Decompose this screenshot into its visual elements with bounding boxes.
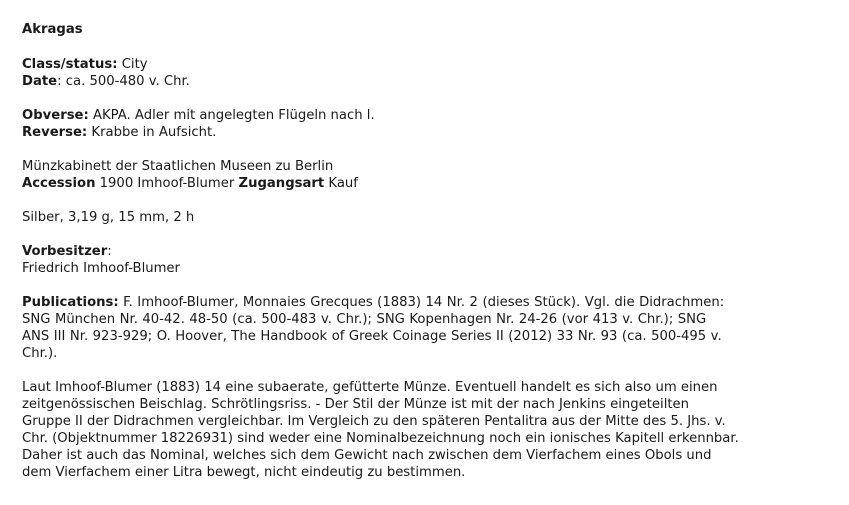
vorbesitzer-value: Friedrich Imhoof-Blumer xyxy=(22,261,180,276)
publications-line: SNG München Nr. 40-42. 48-50 (ca. 500-483 v. Chr.); SNG Kopenhagen Nr. 24-26 (vor 413 v. Chr.); SNG xyxy=(22,312,707,327)
zugangsart-value: Kauf xyxy=(328,176,358,191)
classification-block xyxy=(22,56,842,90)
reverse-label: Reverse: xyxy=(22,125,88,140)
notes-line: Gruppe II der Didrachmen vergleichbar. Im Vergleich zu den späteren Pentalitra aus der Mitte des 5. Jhs. v. xyxy=(22,414,726,429)
notes-line: Daher ist auch das Nominal, welches sich dem Gewicht nach zwischen dem Vierfachem eines Obols und xyxy=(22,448,712,463)
date-label: Date xyxy=(22,74,58,89)
notes-block xyxy=(22,379,842,481)
notes-line: Chr. (Objektnummer 18226931) sind weder eine Nominalbezeichnung noch ein ionisches Kapitell erkennbar. xyxy=(22,431,739,446)
publications-block xyxy=(22,294,842,362)
zugangsart-label: Zugangsart xyxy=(238,176,325,191)
obverse-value: AKPA. Adler mit angelegten Flügeln nach l. xyxy=(92,108,375,123)
publications-line: Publications: F. Imhoof-Blumer, Monnaies Grecques (1883) 14 Nr. 2 (dieses Stück). Vgl. die Didrachmen: xyxy=(22,295,725,310)
publications-line: ANS III Nr. 923-929; O. Hoover, The Handbook of Greek Coinage Series II (2012) 33 Nr. 93 (ca. 500-495 v. xyxy=(22,329,722,344)
description-block xyxy=(22,107,842,141)
vorbesitzer-label: Vorbesitzer xyxy=(22,244,108,259)
reverse-row xyxy=(22,124,842,141)
provenance-block xyxy=(22,243,842,277)
date-row: Date: ca. 500-480 v. Chr. xyxy=(22,74,190,89)
reverse-value: Krabbe in Aufsicht. xyxy=(91,125,217,140)
publications-label: Publications: xyxy=(22,295,119,310)
museum-name: Münzkabinett der Staatlichen Museen zu Berlin xyxy=(22,159,334,174)
collection-block xyxy=(22,158,842,192)
obverse-label: Obverse: xyxy=(22,108,89,123)
obverse-row xyxy=(22,107,842,124)
accession-value: 1900 Imhoof-Blumer xyxy=(99,176,235,191)
class-row: Class/status: City xyxy=(22,57,148,72)
notes-line: dem Vierfachem einer Litra bewegt, nicht eindeutig zu bestimmen. xyxy=(22,465,466,480)
notes-line: zeitgenössischen Beischlag. Schrötlingsriss. - Der Stil der Münze ist mit der nach Jenkins eingeteilten xyxy=(22,397,689,412)
class-value: City xyxy=(121,57,148,72)
accession-label: Accession xyxy=(22,176,96,191)
accession-row xyxy=(22,175,842,192)
vorbesitzer-row: Vorbesitzer: xyxy=(22,244,112,259)
physical-data: Silber, 3,19 g, 15 mm, 2 h xyxy=(22,210,195,225)
publications-line: Chr.). xyxy=(22,346,58,361)
date-value: ca. 500-480 v. Chr. xyxy=(65,74,190,89)
record-title: Akragas xyxy=(22,22,83,37)
class-label: Class/status xyxy=(22,57,113,72)
notes-line: Laut Imhoof-Blumer (1883) 14 eine subaerate, gefütterte Münze. Eventuell handelt es sich also um einen xyxy=(22,380,718,395)
